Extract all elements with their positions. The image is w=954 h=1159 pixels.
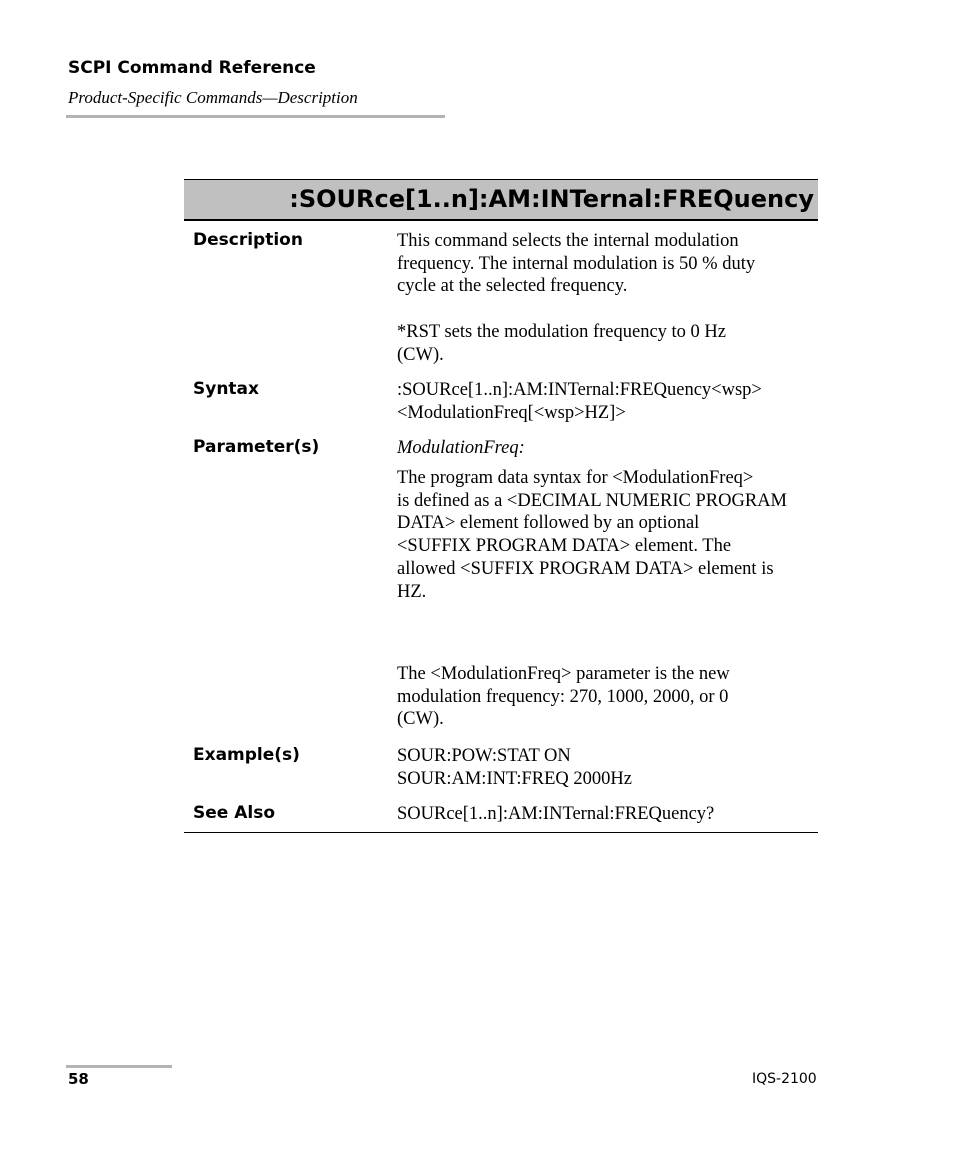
product-name: IQS-2100 bbox=[752, 1071, 817, 1087]
footer-rule bbox=[66, 1065, 172, 1068]
page-number: 58 bbox=[68, 1070, 89, 1088]
parameter-line: <SUFFIX PROGRAM DATA> element. The bbox=[397, 536, 732, 557]
running-header-subtitle: Product-Specific Commands—Description bbox=[68, 88, 358, 107]
description-line: *RST sets the modulation frequency to 0 Hz bbox=[397, 321, 727, 342]
parameter-name: ModulationFreq: bbox=[397, 438, 525, 458]
parameter-description bbox=[397, 467, 817, 603]
syntax-text bbox=[397, 379, 817, 424]
see-also-text bbox=[397, 803, 817, 826]
parameter-line: The <ModulationFreq> parameter is the new bbox=[397, 664, 730, 684]
header-rule bbox=[66, 115, 445, 118]
see-also-line: SOURce[1..n]:AM:INTernal:FREQuency? bbox=[397, 804, 715, 824]
see-also-label: See Also bbox=[193, 803, 276, 823]
parameter-line: (CW). bbox=[397, 709, 444, 730]
command-title-bar bbox=[184, 179, 818, 221]
parameter-line: The program data syntax for <ModulationFreq> bbox=[397, 468, 754, 488]
examples-text bbox=[397, 745, 817, 790]
description-line: This command selects the internal modulation bbox=[397, 231, 739, 251]
command-title: :SOURce[1..n]:AM:INTernal:FREQuency bbox=[289, 185, 814, 213]
description-text bbox=[397, 230, 817, 366]
table-bottom-rule bbox=[184, 832, 818, 833]
description-label: Description bbox=[193, 230, 303, 250]
parameter-line: DATA> element followed by an optional bbox=[397, 513, 700, 534]
syntax-line: :SOURce[1..n]:AM:INTernal:FREQuency<wsp> bbox=[397, 380, 762, 400]
parameter-line: is defined as a <DECIMAL NUMERIC PROGRAM bbox=[397, 490, 788, 511]
example-line: SOUR:AM:INT:FREQ 2000Hz bbox=[397, 768, 632, 789]
examples-label: Example(s) bbox=[193, 745, 300, 765]
parameter-line: allowed <SUFFIX PROGRAM DATA> element is bbox=[397, 558, 774, 579]
example-line: SOUR:POW:STAT ON bbox=[397, 746, 571, 766]
description-line: frequency. The internal modulation is 50 % duty bbox=[397, 253, 756, 274]
running-header-title: SCPI Command Reference bbox=[68, 58, 316, 78]
syntax-line: <ModulationFreq[<wsp>HZ]> bbox=[397, 402, 626, 423]
parameter-values bbox=[397, 663, 817, 731]
description-line: (CW). bbox=[397, 344, 444, 365]
syntax-label: Syntax bbox=[193, 379, 259, 399]
parameter-line: modulation frequency: 270, 1000, 2000, or 0 bbox=[397, 686, 729, 707]
parameters-label: Parameter(s) bbox=[193, 437, 320, 457]
parameter-line: HZ. bbox=[397, 581, 427, 602]
description-line: cycle at the selected frequency. bbox=[397, 276, 628, 297]
description-spacer bbox=[397, 298, 817, 321]
